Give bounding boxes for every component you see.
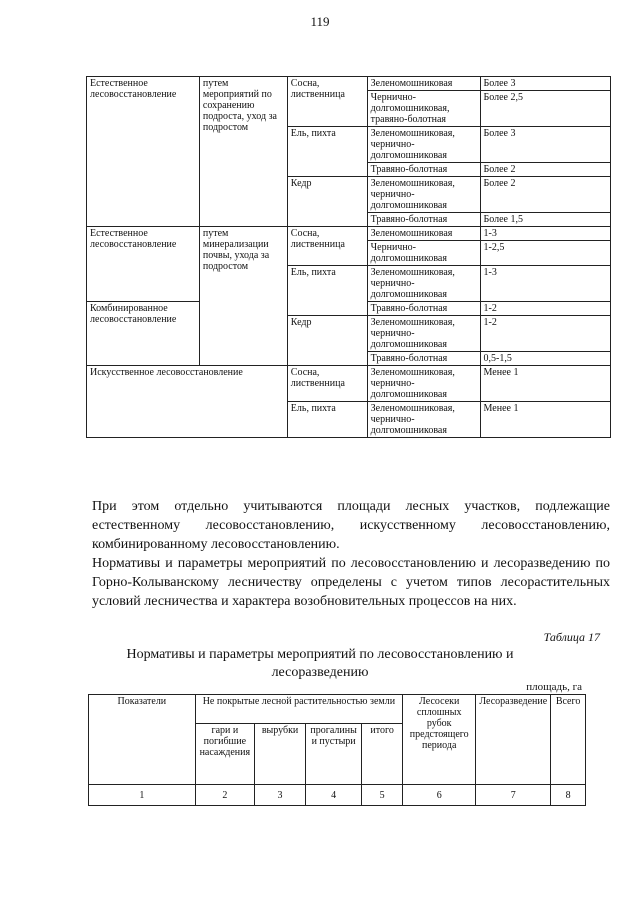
species-cell: Сосна, лиственница [287, 227, 367, 266]
value-cell: Более 2 [480, 163, 610, 177]
value-cell: Менее 1 [480, 366, 610, 402]
value-cell: Более 3 [480, 77, 610, 91]
species-cell: Сосна, лиственница [287, 366, 367, 402]
forest-type-cell: Зеленомошниковая [367, 77, 480, 91]
value-cell: Более 2 [480, 177, 610, 213]
column-number: 5 [362, 785, 403, 806]
column-number: 7 [476, 785, 551, 806]
species-cell: Кедр [287, 316, 367, 366]
header-cutting: Лесосеки сплошных рубок предстоящего периода [403, 695, 476, 785]
header-burnt: гари и погибшие насаждения [195, 724, 254, 785]
forest-type-cell: Чернично-долгомошниковая [367, 241, 480, 266]
header-unforested: Не покрытые лесной растительностью земли [195, 695, 402, 724]
forest-type-cell: Травяно-болотная [367, 163, 480, 177]
forest-type-cell: Зеленомошниковая, чернично-долгомошниковая [367, 402, 480, 438]
value-cell: Менее 1 [480, 402, 610, 438]
method-cell: Комбинированное лесовосстановление [87, 302, 200, 366]
forest-type-cell: Зеленомошниковая, чернично-долгомошниковая [367, 366, 480, 402]
value-cell: 1-3 [480, 266, 610, 302]
column-number: 3 [255, 785, 306, 806]
forest-type-cell: Травяно-болотная [367, 352, 480, 366]
table-caption: Нормативы и параметры мероприятий по лесовосстановлению и лесоразведению [126, 647, 514, 680]
forest-type-cell: Зеленомошниковая, чернично-долгомошниковая [367, 177, 480, 213]
header-total: Всего [551, 695, 586, 785]
value-cell: 0,5-1,5 [480, 352, 610, 366]
forest-type-cell: Зеленомошниковая, чернично-долгомошниковая [367, 266, 480, 302]
forest-type-cell: Травяно-болотная [367, 213, 480, 227]
species-cell: Сосна, лиственница [287, 77, 367, 127]
column-number: 2 [195, 785, 254, 806]
species-cell: Ель, пихта [287, 402, 367, 438]
column-number: 8 [551, 785, 586, 806]
header-clearcuts: вырубки [255, 724, 306, 785]
header-glades: прогалины и пустыри [306, 724, 362, 785]
reforestation-parameters-table [88, 694, 586, 806]
method-cell: Искусственное лесовосстановление [87, 366, 288, 438]
value-cell: 1-2,5 [480, 241, 610, 266]
header-subtotal: итого [362, 724, 403, 785]
header-afforestation: Лесоразведение [476, 695, 551, 785]
forest-type-cell: Зеленомошниковая, чернично-долгомошниковая [367, 316, 480, 352]
forest-type-cell: Зеленомошниковая, чернично-долгомошниковая [367, 127, 480, 163]
method-cell: Естественное лесовосстановление [87, 77, 200, 227]
species-cell: Ель, пихта [287, 127, 367, 177]
forest-type-cell: Чернично-долгомошниковая, травяно-болотная [367, 91, 480, 127]
forest-type-cell: Травяно-болотная [367, 302, 480, 316]
body-paragraph: Нормативы и параметры мероприятий по лесовосстановлению и лесоразведению по Горно-Колыванскому лесничеству определены с учетом типов лесорастительных условий лесничества и характера возобновительных процессов на них. [92, 556, 610, 609]
measure-cell: путем мероприятий по сохранению подроста, уход за подростом [199, 77, 287, 227]
species-cell: Ель, пихта [287, 266, 367, 316]
table-label: Таблица 17 [543, 630, 600, 644]
forest-regeneration-table [86, 76, 611, 438]
column-number: 6 [403, 785, 476, 806]
value-cell: Более 3 [480, 127, 610, 163]
page-number: 119 [310, 14, 330, 29]
method-cell: Естественное лесовосстановление [87, 227, 200, 302]
forest-type-cell: Зеленомошниковая [367, 227, 480, 241]
measure-cell: путем минерализации почвы, ухода за подростом [199, 227, 287, 366]
value-cell: 1-2 [480, 316, 610, 352]
species-cell: Кедр [287, 177, 367, 227]
value-cell: 1-2 [480, 302, 610, 316]
header-indicators: Показатели [89, 695, 196, 785]
value-cell: Более 2,5 [480, 91, 610, 127]
value-cell: Более 1,5 [480, 213, 610, 227]
column-number: 1 [89, 785, 196, 806]
units-label: площадь, га [526, 681, 582, 693]
column-number: 4 [306, 785, 362, 806]
value-cell: 1-3 [480, 227, 610, 241]
body-paragraph: При этом отдельно учитываются площади лесных участков, подлежащие естественному лесовосстановлению, искусственному лесовосстановлению, комбинированному лесовосстановлению. [92, 499, 610, 552]
